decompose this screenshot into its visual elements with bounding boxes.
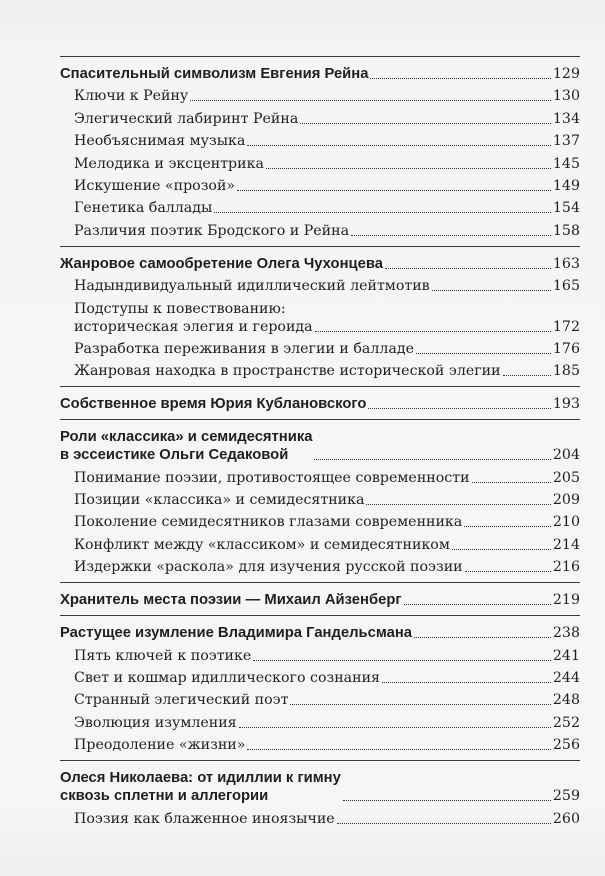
toc-entry-title-text: Странный элегический поэт [74,692,289,709]
toc-section-entry [60,810,580,828]
toc-entry-title-text: Собственное время Юрия Кублановского [60,396,367,413]
toc-entry-title [74,669,380,687]
page-number: 134 [552,110,580,127]
dot-leader [366,504,550,505]
toc-section-entry [60,87,580,105]
page-number: 256 [552,737,580,754]
page-number: 219 [552,592,580,609]
toc-entry-title [60,591,402,609]
toc-section-entry [60,536,580,554]
page-number: 238 [552,625,580,642]
toc-entry-title [74,277,430,295]
dot-leader [385,268,551,269]
dot-leader [432,290,551,291]
dot-leader [290,704,550,705]
toc-entry-title-text: Свет и кошмар идиллического сознания [74,670,380,687]
dot-leader [404,604,551,605]
page-number: 241 [552,647,580,664]
toc-entry-title-text: Преодоление «жизни» [74,737,246,754]
dot-leader [416,353,551,354]
page-number: 216 [552,559,580,576]
toc-chapter-entry [60,582,580,609]
toc-entry-title-text: Ключи к Рейну [74,88,189,105]
page-number: 252 [552,714,580,731]
dot-leader [414,637,551,638]
toc-entry-title [74,87,188,105]
toc-section-entry [60,513,580,531]
page-number: 205 [552,469,580,486]
page-number: 163 [552,255,580,272]
toc-entry-title-text: Растущее изумление Владимира Гандельсмана [60,625,412,642]
toc-entry-title-text: Искушение «прозой» [74,177,236,194]
toc-section-entry [60,340,580,358]
dot-leader [343,800,551,801]
toc-section-entry [60,155,580,173]
toc-chapter-entry [60,760,580,805]
page-number: 145 [552,155,580,172]
dot-leader [382,682,551,683]
page-number: 172 [552,318,580,335]
dot-leader [452,549,551,550]
dot-leader [315,331,551,332]
toc-entry-title [60,624,412,642]
toc-entry-title-text: Мелодика и эксцентрика [74,155,264,172]
toc-entry-title [74,155,264,173]
toc-entry-title [74,469,470,487]
page-number: 176 [552,340,580,357]
dot-leader [503,375,551,376]
dot-leader [351,235,551,236]
page-number: 149 [552,177,580,194]
toc-entry-title-line: Роли «классика» и семидесятника [60,429,313,446]
dot-leader [464,526,551,527]
toc-section-entry [60,177,580,195]
page-number: 165 [552,278,580,295]
table-of-contents [60,56,580,832]
toc-entry-title [60,65,368,83]
toc-entry-title-text: Генетика баллады [74,200,213,217]
toc-entry-title-text: Элегический лабиринт Рейна [74,110,299,127]
toc-entry-title-text: Жанровое самообретение Олега Чухонцева [60,255,383,272]
toc-entry-title [74,810,335,828]
page-number: 244 [552,670,580,687]
dot-leader [465,571,551,572]
toc-section-entry [60,714,580,732]
toc-entry-title [74,177,235,195]
page-number: 158 [552,222,580,239]
toc-entry-title-line: Подступы к повествованию: [74,300,286,317]
dot-leader [247,749,550,750]
toc-entry-title-text: Спасительный символизм Евгения Рейна [60,66,369,82]
toc-chapter-entry [60,246,580,273]
toc-entry-title-text: Жанровая находка в пространстве исторической элегии [74,363,501,380]
toc-section-entry [60,110,580,128]
page-number: 210 [552,514,580,531]
toc-entry-title-text: Пять ключей к поэтике [74,647,252,664]
toc-section-entry [60,469,580,487]
dot-leader [247,145,551,146]
toc-entry-title [74,691,288,709]
toc-entry-title [74,132,245,150]
dot-leader [368,408,551,409]
toc-chapter-entry [60,615,580,642]
toc-entry-title-text: Издержки «раскола» для изучения русской поэзии [74,559,463,576]
toc-entry-title-line: сквозь сплетни и аллегории [60,788,269,805]
toc-entry-title [74,647,251,665]
dot-leader [472,482,551,483]
toc-entry-title [74,536,450,554]
toc-entry-title [74,199,212,217]
page-number: 259 [552,788,580,805]
toc-entry-title [74,736,245,754]
toc-section-entry [60,222,580,240]
dot-leader [253,660,551,661]
toc-entry-title-text: Разработка переживания в элегии и балладе [74,340,414,357]
toc-entry-title-text: Позиции «классика» и семидесятника [74,492,365,509]
toc-entry-title [74,222,349,240]
toc-section-entry [60,691,580,709]
page-number: 260 [552,810,580,827]
toc-entry-title-text: Необъяснимая музыка [74,133,246,150]
toc-entry-title-text: Конфликт между «классиком» и семидесятником [74,536,450,553]
toc-entry-title-line: Олеся Николаева: от идиллии к гимну [60,770,341,787]
toc-entry-title-text: Поколение семидесятников глазами современника [74,514,463,531]
dot-leader [337,823,551,824]
toc-entry-title [60,428,312,464]
toc-section-entry [60,362,580,380]
toc-entry-title [60,769,341,805]
toc-section-entry [60,669,580,687]
page-number: 130 [552,88,580,105]
page-number: 154 [552,200,580,217]
toc-entry-title-text: Поэзия как блаженное иноязычие [74,810,335,827]
toc-entry-title-text: Надындивидуальный идиллический лейтмотив [74,278,430,295]
toc-chapter-entry [60,56,580,83]
toc-entry-title-text: Понимание поэзии, противостоящее современности [74,469,470,486]
toc-section-entry [60,736,580,754]
page-number: 214 [552,536,580,553]
toc-section-entry [60,558,580,576]
toc-entry-title [74,362,501,380]
toc-chapter-entry [60,386,580,413]
toc-section-entry [60,277,580,295]
toc-entry-title-text: Различия поэтик Бродского и Рейна [74,222,350,239]
toc-entry-title [74,300,313,336]
toc-entry-title-line: историческая элегия и героида [74,318,313,335]
toc-entry-title [60,255,383,273]
toc-entry-title-text: Хранитель места поэзии — Михаил Айзенберг [60,592,402,609]
dot-leader [314,459,550,460]
dot-leader [214,212,551,213]
toc-entry-title [74,513,462,531]
toc-entry-title-line: в эссеистике Ольги Седаковой [60,447,289,464]
toc-entry-title [74,491,364,509]
dot-leader [239,727,551,728]
toc-entry-title [74,340,414,358]
dot-leader [370,78,550,79]
page-number: 193 [552,396,580,413]
dot-leader [300,123,551,124]
toc-section-entry [60,647,580,665]
toc-section-entry [60,491,580,509]
toc-entry-title [60,395,366,413]
page-number: 204 [552,447,580,464]
page-number: 137 [552,133,580,150]
toc-section-entry [60,300,580,336]
page-number: 129 [552,66,580,82]
toc-section-entry [60,199,580,217]
toc-entry-title [74,558,463,576]
toc-entry-title [74,110,298,128]
toc-section-entry [60,132,580,150]
page-number: 209 [552,492,580,509]
toc-entry-title-text: Эволюция изумления [74,714,237,731]
toc-chapter-entry [60,419,580,464]
page-number: 248 [552,692,580,709]
dot-leader [237,190,551,191]
page-number: 185 [552,363,580,380]
toc-entry-title [74,714,237,732]
dot-leader [190,100,551,101]
dot-leader [266,168,551,169]
